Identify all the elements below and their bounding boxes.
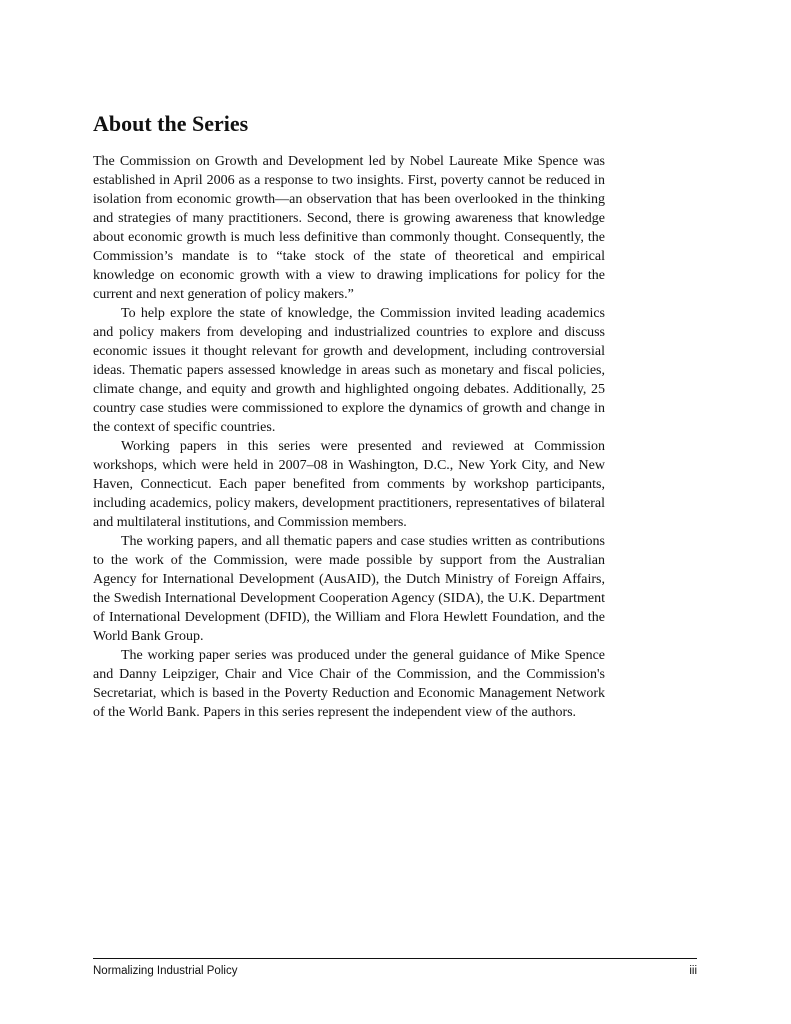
paragraph-2: To help explore the state of knowledge, the Commission invited leading academics and policy makers from developing and industrialized countries to explore and discuss economic issues it thought relevant for growth and development, including controversial ideas. Thematic papers assessed knowledge in areas such as monetary and fiscal policies, climate change, and equity and growth and highlighted ongoing debates. Additionally, 25 country case studies were commissioned to explore the dynamics of growth and change in the context of specific countries. [93, 306, 605, 435]
footer-running-title: Normalizing Industrial Policy [93, 965, 238, 977]
footer-divider [93, 958, 697, 959]
paragraph-1: The Commission on Growth and Development led by Nobel Laureate Mike Spence was established in April 2006 as a response to two insights. First, poverty cannot be reduced in isolation from economic growth—an observation that has been overlooked in the thinking and strategies of many practitioners. Second, there is growing awareness that knowledge about economic growth is much less definitive than commonly thought. Consequently, the Commission’s mandate is to “take stock of the state of theoretical and empirical knowledge on economic growth with a view to drawing implications for policy for the current and next generation of policy makers.” [93, 154, 605, 302]
page-title: About the Series [93, 111, 249, 136]
paragraph-5: The working paper series was produced under the general guidance of Mike Spence and Danny Leipziger, Chair and Vice Chair of the Commission, and the Commission's Secretariat, which is based in the Poverty Reduction and Economic Management Network of the World Bank. Papers in this series represent the independent view of the authors. [93, 648, 605, 720]
paragraph-4: The working papers, and all thematic papers and case studies written as contributions to the work of the Commission, were made possible by support from the Australian Agency for International Development (AusAID), the Dutch Ministry of Foreign Affairs, the Swedish International Development Cooperation Agency (SIDA), the U.K. Department of International Development (DFID), the William and Flora Hewlett Foundation, and the World Bank Group. [93, 534, 605, 644]
body-text [93, 152, 605, 722]
footer-page-number: iii [689, 965, 697, 977]
paragraph-3: Working papers in this series were presented and reviewed at Commission workshops, which were held in 2007–08 in Washington, D.C., New York City, and New Haven, Connecticut. Each paper benefited from comments by workshop participants, including academics, policy makers, development practitioners, representatives of bilateral and multilateral institutions, and Commission members. [93, 439, 605, 530]
